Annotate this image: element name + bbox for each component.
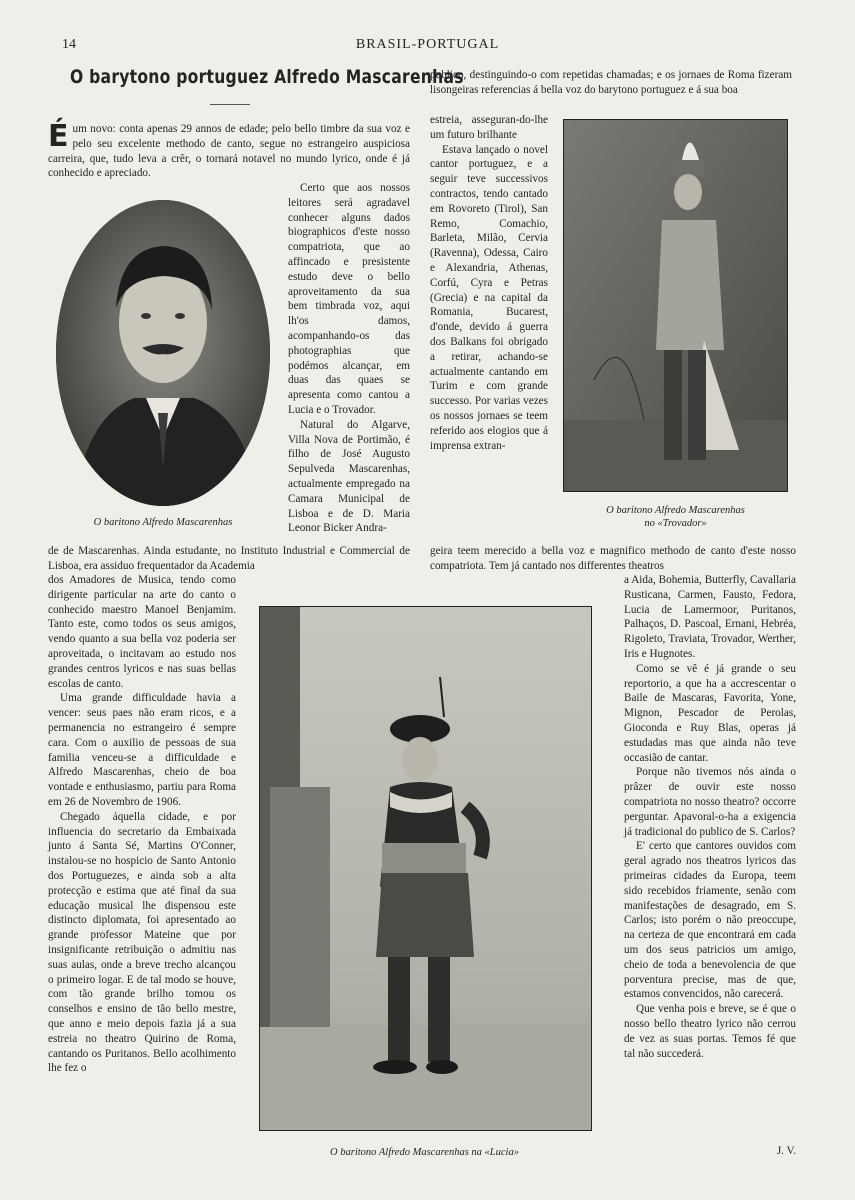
paragraph-continuation: publico, destinguindo-o com repetidas chamadas; e os jornaes de Roma fizeram lisongeiras referencias á bella voz do barytono portuguez e á sua boa [430, 69, 792, 96]
drop-cap: É [48, 119, 69, 154]
paragraph-continuation: geira teem merecido a bella voz e magnifico methodo de canto d'este nosso compatriota. Tem já cantado nos differentes theatros [430, 545, 796, 572]
intro-paragraph [48, 119, 410, 181]
portrait-photo [54, 198, 272, 508]
paragraph: Porque não tivemos nós ainda o prâzer de ouvir este nosso compatriota no nosso theatro? occorre perguntar. Apavoral-o-ha a exigencia já tradicional do publico de S. Carlos? [624, 766, 796, 838]
article-title: O barytono portuguez Alfredo Mascarenhas [70, 66, 464, 88]
running-title: BRASIL-PORTUGAL [355, 37, 500, 52]
trovador-photo [563, 119, 788, 492]
page-header [0, 37, 855, 55]
paragraph: E' certo que cantores ouvidos com geral agrado nos theatros lyricos das primeiras cidades da Europa, teem sido recebidos friamente, senão com manifestações de desagrado, em S. Carlos; isto porém o não preoccupe, na certeza de que encontrará em cada um dos seus patricios um amigo, cheio de toda a benevolencia de que porventura precise, mas de que, estamos convencidos, não carecerá. [624, 840, 796, 1001]
trovador-caption [563, 504, 788, 530]
paragraph: dos Amadores de Musica, tendo como dirigente particular na arte do canto o conhecido maestro Manoel Benjamim. Tanto este, como todos os seus amigos, vendo quanto a sua bella voz poderia ser aproveitada, o incitavam ao estudo nos grandes centros lyricos e nas suas bellas escolas de canto. [48, 574, 236, 690]
paragraph: Como se vê é já grande o seu reportorio, a que ha a accrescentar o Baile de Mascaras, Favorita, Yone, Mignon, Pescador de Perolas, Gioconda e Ruy Blas, operas já estudadas mas que ainda não teve occasião de cantar. [624, 662, 796, 764]
lucia-caption: O baritono Alfredo Mascarenhas na «Lucia» [330, 1147, 519, 1158]
paragraph: Que venha pois e breve, se é que o nosso bello theatro lyrico não cerrou de vez as suas portas. Temos fé que tal não succederá. [624, 1003, 796, 1060]
lucia-photo [259, 606, 592, 1131]
title-rule [210, 104, 250, 105]
column-1-2-span [48, 544, 410, 574]
caption-line: O baritono Alfredo Mascarenhas [606, 505, 745, 516]
paragraph: a Aida, Bohemia, Butterfly, Cavallaria Rusticana, Carmen, Fausto, Fedora, Lucia de Lamermoor, Puritanos, Palhaços, D. Pascoal, Ernani, Hebréa, Rigoleto, Traviata, Trovador, Werther, Iris e Hugnotes. [624, 574, 796, 660]
paragraph: Estava lançado o novel cantor portuguez, e a seguir teve successivos contractos, tendo cantado em Rovoreto (Tirol), San Remo, Comachio, Barleta, Milão, Cervia (Ravenna), Odessa, Cairo e Alexandria, Athenas, Corfú, Cyra e Petras (Grecia) e na capital da Romania, Bucarest, d'onde, devido á guerra dos Balkans foi obrigado a retirar, achando-se actualmente cantando em Turim e com grande successo. Por varias vezes os nossos jornaes se teem referido aos elogios que á imprensa extran- [430, 143, 548, 452]
column-3-4-span [430, 544, 796, 574]
column-1-lower [48, 573, 236, 1076]
paragraph: Uma grande difficuldade havia a vencer: seus paes não eram ricos, e a permanencia no estrangeiro é sempre cara. Com o auxilio de pessoas de sua familia venceu-se a difficuldade e Alfredo Mascarenhas, cheio de boa vontade e enthusiasmo, partiu para Roma em 26 de Novembro de 1906. [48, 692, 236, 808]
author-signature: J. V. [776, 1145, 796, 1157]
column-4-lower [624, 573, 796, 1061]
column-3-narrow [430, 113, 548, 453]
page-number: 14 [62, 37, 76, 52]
portrait-caption: O baritono Alfredo Mascarenhas [93, 517, 233, 528]
column-2-upper [288, 181, 410, 536]
paragraph: Chegado áquella cidade, e por influencia do secretario da Embaixada junto á Santa Sé, Martins O'Conner, instalou-se no hospicio de Santo Antonio dos Portuguezes, e ainda sob a alta protecção e estima que até final da sua educação musical lhe dispensou este distincto diplomata, foi apresentado ao grande professor Mateine que por insignificante retribuição o admitiu nas suas aulas, onde a breve trecho alcançou o primeiro logar. E de tal modo se houve, com tão grande brilho tomou os conselhos e ensino de tão bello mestre, que anno e meio depois fazia já a sua estreia no theatro Quirino de Roma, cantando os Puritanos. Bello acolhimento lhe fez o [48, 810, 236, 1075]
caption-line: no «Trovador» [644, 518, 707, 529]
paragraph: estreia, asseguran-do-lhe um futuro brilhante [430, 114, 548, 141]
paragraph: Natural do Algarve, Villa Nova de Portimão, é filho de José Augusto Sepulveda Mascarenhas, actualmente empregado na Camara Municipal de Lisboa e de D. Maria Leonor Bicker Andra- [288, 418, 410, 535]
paragraph-continuation: de de Mascarenhas. Ainda estudante, no Instituto Industrial e Commercial de Lisboa, era assiduo frequentador da Academia [48, 545, 410, 572]
column-3-top [430, 68, 792, 98]
intro-text: um novo: conta apenas 29 annos de edade; pelo bello timbre da sua voz e pelo seu excelente methodo de canto, segue no estrangeiro auspiciosa carreira, que, tudo leva a crêr, o tornará notavel no mundo lyrico, onde é já conhecido e apreciado. [48, 123, 410, 180]
paragraph: Certo que aos nossos leitores será agradavel conhecer alguns dados biographicos d'este nosso compatriota, que ao affincado e presistente estudo deve o bello aproveitamento da sua bem timbrada voz, aqui lh'os damos, acompanhando-os das photographias que podémos alcançar, em duas das quaes se apresenta como cantou a Lucia e o Trovador. [288, 182, 410, 416]
